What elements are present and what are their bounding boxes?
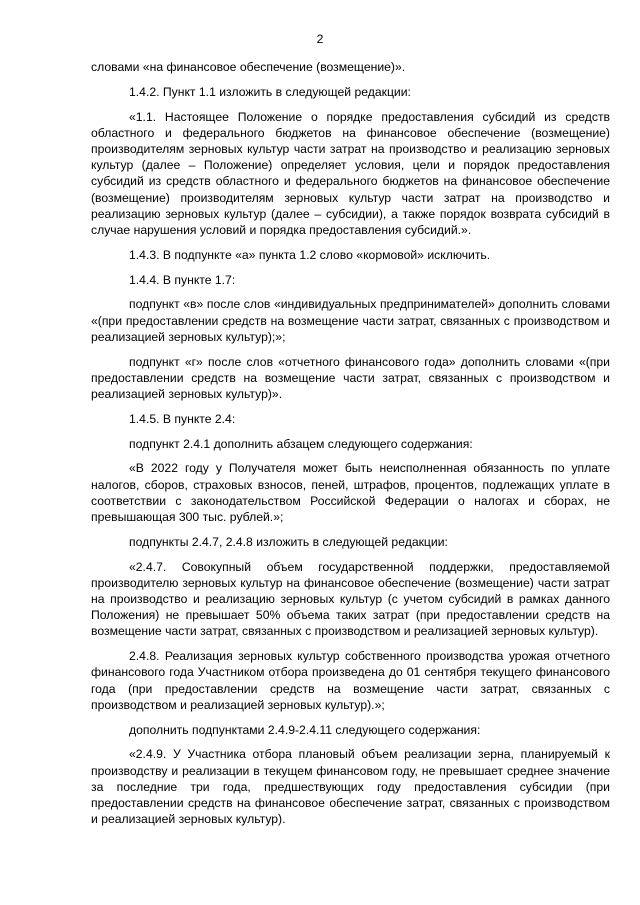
paragraph: 2.4.8. Реализация зерновых культур собственного производства урожая отчетного финансового года Участником отбора произведена до 01 сентября текущего финансового года (при предоставлении средств на возмещение части затрат, связанных с производством и реализацией зерновых культур).»;	[91, 649, 610, 712]
paragraph: подпункт «г» после слов «отчетного финансового года» дополнить словами «(при предоставлении средств на возмещение части затрат, связанных с производством и реализацией зерновых культур)».	[91, 354, 610, 402]
paragraph: «2.4.9. У Участника отбора плановый объем реализации зерна, планируемый к производству и реализации в текущем финансовом году, не превышает среднее значение за последние три года, предшествующих году предоставления субсидии (при предоставлении средств на финансовое обеспечение затрат, связанных с производством и реализацией зерновых культур).	[91, 747, 610, 827]
paragraph: 1.4.3. В подпункте «а» пункта 1.2 слово «кормовой» исключить.	[129, 247, 491, 262]
paragraph: подпункты 2.4.7, 2.4.8 изложить в следующей редакции:	[129, 534, 448, 549]
paragraph: 1.4.2. Пункт 1.1 изложить в следующей редакции:	[129, 84, 411, 99]
paragraph: «2.4.7. Совокупный объем государственной поддержки, предоставляемой производителю зерновых культур на финансовое обеспечение (возмещение) части затрат на производство и реализацию зерновых культур (с учетом субсидий в рамках данного Положения) не превышает 50% объема таких затрат (при предоставлении средств на возмещение части затрат, связанных с производством и реализацией зерновых культур).	[91, 559, 610, 639]
paragraph: дополнить подпунктами 2.4.9-2.4.11 следующего содержания:	[129, 722, 481, 737]
paragraph: 1.4.4. В пункте 1.7:	[129, 272, 236, 287]
paragraph: «В 2022 году у Получателя может быть неисполненная обязанность по уплате налогов, сборов, страховых взносов, пеней, штрафов, процентов, подлежащих уплате в соответствии с законодательством Российской Федерации о налогах и сборах, не превышающая 300 тыс. рублей.»;	[91, 461, 610, 525]
paragraph: подпункт 2.4.1 дополнить абзацем следующего содержания:	[129, 436, 473, 451]
paragraph: подпункт «в» после слов «индивидуальных предпринимателей» дополнить словами «(при предоставлении средств на возмещение части затрат, связанных с производством и реализацией зерновых культур);»;	[91, 297, 610, 344]
paragraph: словами «на финансовое обеспечение (возмещение)».	[91, 60, 406, 74]
paragraph: 1.4.5. В пункте 2.4:	[129, 411, 236, 426]
document-body	[91, 59, 610, 836]
paragraph: «1.1. Настоящее Положение о порядке предоставления субсидий из средств областного и федерального бюджетов на финансовое обеспечение (возмещение) производителям зерновых культур части затрат на производство и реализацию зерновых культур (далее – Положение) определяет условия, цели и порядок предоставления субсидий из средств областного и федерального бюджетов на финансовое обеспечение (возмещение) производителям зерновых культур части затрат на производство и реализацию зерновых культур (далее – субсидии), а также порядок возврата субсидий в случае нарушения условий и порядка предоставления субсидий.».	[91, 109, 610, 238]
page-number: 2	[316, 32, 324, 46]
